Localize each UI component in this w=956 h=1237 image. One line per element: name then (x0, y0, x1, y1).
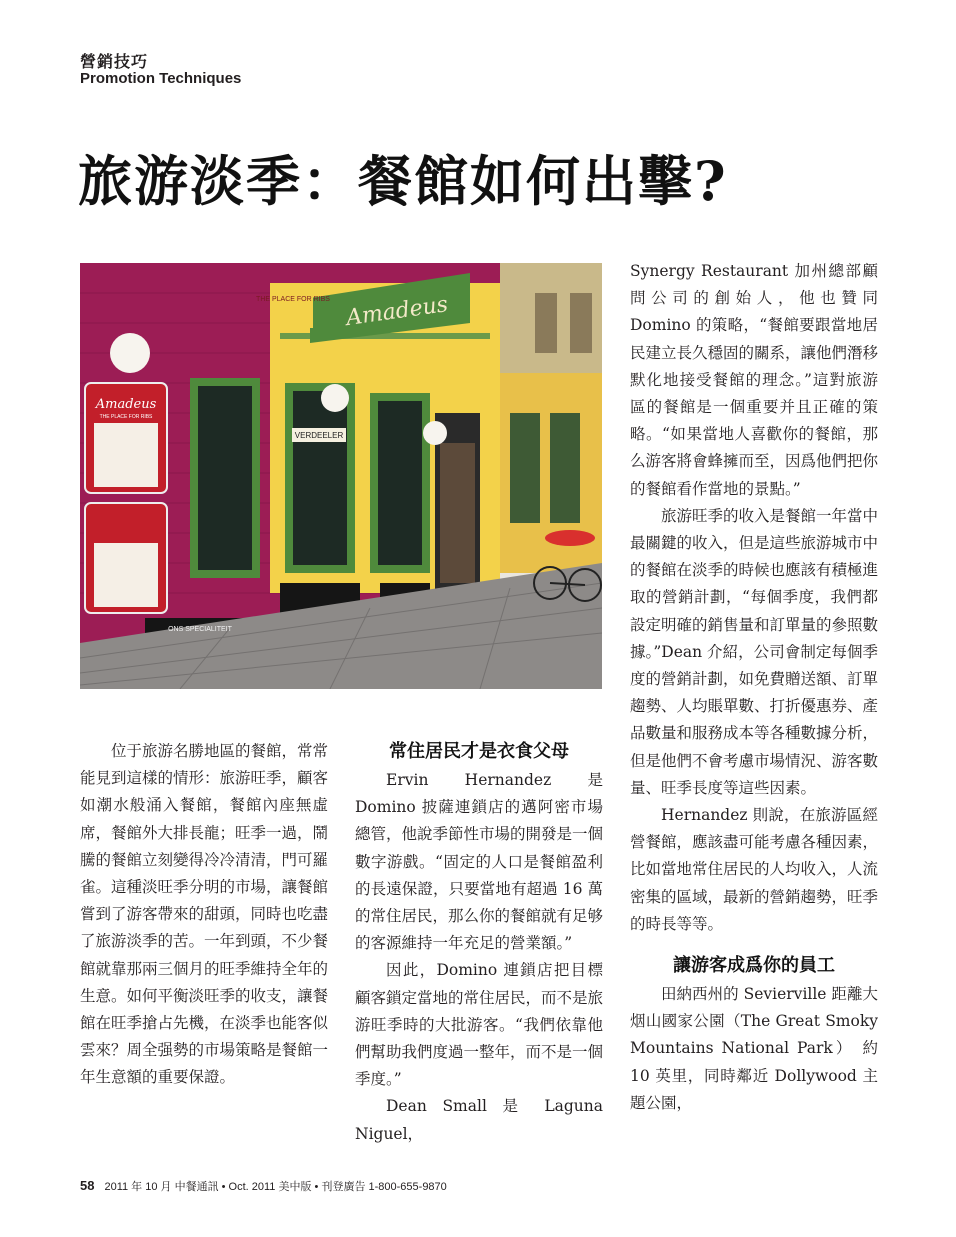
article-column-2 (355, 738, 603, 1148)
restaurant-storefront-photo (80, 263, 602, 689)
col2-paragraph-1: Ervin Hernandez 是 Domino 披薩連鎖店的邁阿密市場總管，他說季節性市場的開發是一個數字游戲。“固定的人口是餐館盈利的長遠保證，只要當地有超過 16 萬的常住居民，那么你的餐館就有足够的客源維持一年充足的營業額。” (355, 771, 604, 953)
section-label-chinese: 營銷技巧 (80, 52, 149, 71)
col3-paragraph-3: Hernandez 則說，在旅游區經營餐館，應該盡可能考慮各種因素，比如當地常住居民的人均收入，人流密集的區域，最新的營銷趨勢，旺季的時長等等。 (630, 806, 879, 933)
article-column-1 (80, 738, 328, 1092)
article-column-3 (630, 258, 878, 1117)
col3-paragraph-1: Synergy Restaurant 加州總部顧問公司的創始人，他也贊同 Domino 的策略，“餐館要跟當地居民建立長久穩固的關系，讓他們潛移默化地接受餐館的理念。”這對旅游區的餐館是一個重要并且正確的策略。“如果當地人喜歡你的餐館，那么游客將會蜂擁而至，因爲他們把你的餐館看作當地的景點。” (630, 262, 879, 498)
footer-text: 2011 年 10 月 中餐通訊 • Oct. 2011 美中版 • 刊登廣告 1-800-655-9870 (104, 1181, 447, 1193)
col3-paragraph-2: 旅游旺季的收入是餐館一年當中最關鍵的收入，但是這些旅游城市中的餐館在淡季的時候也應該有積極進取的營銷計劃，“每個季度，我們都設定明確的銷售量和訂單量的參照數據。”Dean 介紹，公司會制定每個季度的營銷計劃，如免費贈送額、訂單趨勢、人均賬單數、打折優惠券、產品數量和服務成本等各種數據分析，但是他們不會考慮市場情況、游客數量、旺季長度等這些因素。 (630, 506, 879, 797)
article-headline: 旅游淡季：餐館如何出擊? (78, 149, 728, 213)
page-number: 58 (80, 1178, 95, 1193)
col3-paragraph-4: 田納西州的 Sevierville 距離大烟山國家公園（The Great Smoky Mountains National Park） 約 10 英里，同時鄰近 Dollywood 主題公園， (630, 985, 878, 1112)
board-specialties: ONS SPECIALITEIT (168, 626, 232, 633)
sign-ribs: THE PLACE FOR RIBS (256, 296, 330, 303)
page-footer (80, 1178, 447, 1194)
col2-paragraph-3: Dean Small 是 Laguna Niguel， (355, 1097, 603, 1143)
menu-board-brand: Amadeus (95, 397, 157, 412)
col1-paragraph-1: 位于旅游名勝地區的餐館，常常能見到這樣的情形：旅游旺季，顧客如潮水般涌入餐館，餐館內座無虛席，餐館外大排長龍；旺季一過，鬧騰的餐館立刻變得冷冷清清，門可羅雀。這種淡旺季分明的市場，讓餐館嘗到了游客帶來的甜頭，同時也吃盡了旅游淡季的苦。一年到頭，不少餐館就靠那兩三個月的旺季維持全年的生意。如何平衡淡旺季的收支，讓餐館在旺季搶占先機，在淡季也能客似雲來？周全强勢的市場策略是餐館一年生意額的重要保證。 (80, 742, 329, 1087)
subheading-residents: 常住居民才是衣食父母 (389, 741, 569, 762)
col2-paragraph-2: 因此，Domino 連鎖店把目標顧客鎖定當地的常住居民，而不是旅游旺季時的大批游客。“我們依靠他們幫助我們度過一整年，而不是一個季度。” (355, 961, 604, 1089)
section-label-english: Promotion Techniques (80, 70, 242, 87)
menu-board-tagline: THE PLACE FOR RIBS (99, 414, 153, 420)
sign-verdeeler: VERDEELER (294, 431, 344, 440)
sign-amadeus-banner: Amadeus (344, 292, 450, 332)
subheading-tourists: 讓游客成爲你的員工 (673, 955, 835, 977)
